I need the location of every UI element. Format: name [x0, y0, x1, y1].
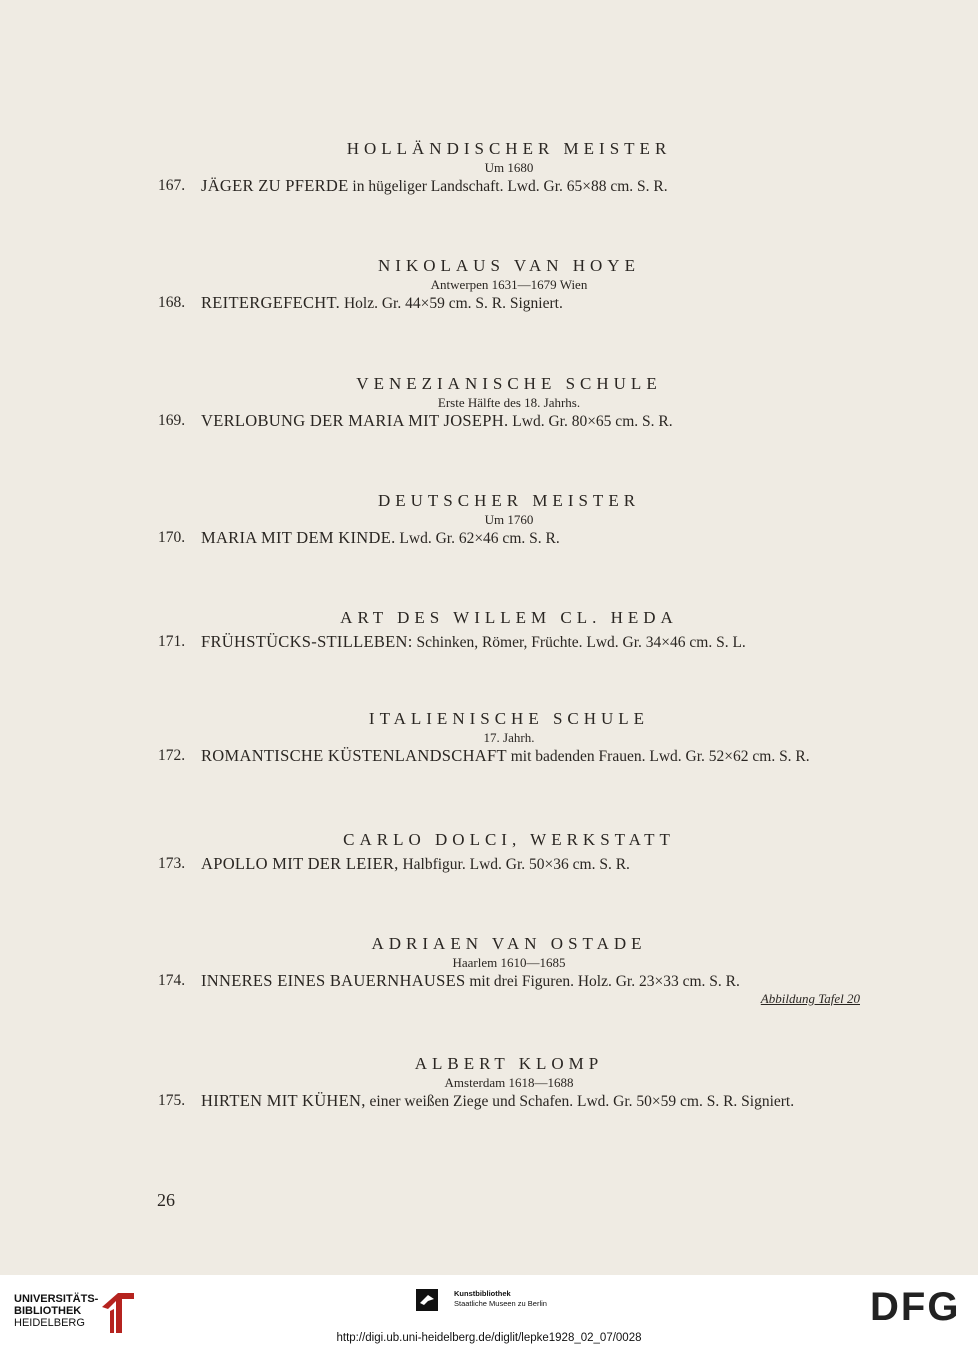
catalog-section [158, 491, 860, 548]
entry-number: 170. [158, 529, 186, 546]
catalog-section [158, 1054, 860, 1111]
catalog-section [158, 256, 860, 313]
catalog-entry [158, 971, 860, 1006]
catalog-entry [158, 293, 860, 313]
catalog-section [158, 830, 860, 874]
artist-heading: NIKOLAUS VAN HOYE [378, 256, 640, 275]
catalog-entry [158, 176, 860, 196]
entry-details: Holz. Gr. 44×59 cm. S. R. Signiert. [340, 295, 563, 312]
entry-details: Halbfigur. Lwd. Gr. 50×36 cm. S. R. [398, 856, 630, 873]
artist-heading: ITALIENISCHE SCHULE [368, 709, 650, 728]
kunstbibliothek-name [454, 1289, 547, 1309]
artist-heading: ART DES WILLEM CL. HEDA [340, 608, 678, 627]
artist-dates: Erste Hälfte des 18. Jahrhs. [437, 395, 581, 410]
entry-title: REITERGEFECHT. [201, 293, 341, 312]
entry-number: 175. [158, 1092, 186, 1109]
kb-line-1: Kunstbibliothek [454, 1289, 511, 1298]
ub-line-3: HEIDELBERG [14, 1317, 85, 1329]
catalog-entry [158, 854, 860, 874]
entry-title: ROMANTISCHE KÜSTENLANDSCHAFT [201, 746, 507, 765]
entry-title: JÄGER ZU PFERDE [201, 176, 349, 195]
catalog-entry [158, 528, 860, 548]
entry-number: 171. [158, 633, 186, 650]
entry-details: einer weißen Ziege und Schafen. Lwd. Gr. 50×59 cm. S. R. Signiert. [365, 1093, 795, 1110]
ub-line-1: UNIVERSITÄTS- [14, 1293, 99, 1305]
entry-title: MARIA MIT DEM KINDE. [201, 528, 396, 547]
university-library-name [14, 1293, 98, 1329]
plate-reference: Abbildung Tafel 20 [760, 991, 860, 1006]
entry-details: Lwd. Gr. 80×65 cm. S. R. [508, 413, 673, 430]
catalog-entry [158, 632, 860, 652]
entry-details: Schinken, Römer, Früchte. Lwd. Gr. 34×46 cm. S. L. [412, 634, 746, 651]
artist-dates: Um 1680 [484, 160, 534, 175]
artist-heading: DEUTSCHER MEISTER [377, 491, 641, 510]
artist-dates: Haarlem 1610—1685 [452, 955, 566, 970]
entry-number: 173. [158, 855, 186, 872]
catalog-section [158, 374, 860, 431]
entry-title: HIRTEN MIT KÜHEN, [201, 1091, 366, 1110]
catalog-section [158, 139, 860, 196]
entry-title: FRÜHSTÜCKS-STILLEBEN: [201, 632, 413, 651]
catalog-section [158, 608, 860, 652]
artist-heading: HOLLÄNDISCHER MEISTER [346, 139, 672, 158]
catalog-section [158, 709, 860, 766]
artist-heading: VENEZIANISCHE SCHULE [356, 374, 662, 393]
entry-title: VERLOBUNG DER MARIA MIT JOSEPH. [201, 411, 509, 430]
entry-details: mit drei Figuren. Holz. Gr. 23×33 cm. S. R. [465, 973, 740, 990]
page-number: 26 [157, 1190, 175, 1210]
artist-dates: Antwerpen 1631—1679 Wien [430, 277, 588, 292]
entry-title: INNERES EINES BAUERNHAUSES [201, 971, 466, 990]
artist-heading: ALBERT KLOMP [414, 1054, 604, 1073]
entry-number: 172. [158, 747, 186, 764]
catalog-entry [158, 1091, 860, 1111]
dfg-logo[interactable]: DFG [870, 1285, 961, 1329]
entry-number: 167. [158, 177, 186, 194]
entry-details: in hügeliger Landschaft. Lwd. Gr. 65×88 cm. S. R. [348, 178, 668, 195]
entry-number: 168. [158, 294, 186, 311]
entry-title: APOLLO MIT DER LEIER, [201, 854, 399, 873]
catalog-entry [158, 746, 860, 766]
entry-details: mit badenden Frauen. Lwd. Gr. 52×62 cm. S. R. [506, 748, 810, 765]
catalog-section [158, 934, 860, 1006]
catalog-entry [158, 411, 860, 431]
source-url[interactable]: http://digi.ub.uni-heidelberg.de/diglit/lepke1928_02_07/0028 [336, 1332, 642, 1344]
entry-details: Lwd. Gr. 62×46 cm. S. R. [395, 530, 560, 547]
museum-emblem-icon [416, 1289, 438, 1311]
artist-heading: CARLO DOLCI, WERKSTATT [343, 830, 675, 849]
entry-number: 174. [158, 972, 186, 989]
ub-line-2: BIBLIOTHEK [14, 1305, 82, 1317]
university-library-logo[interactable] [14, 1283, 144, 1333]
artist-heading: ADRIAEN VAN OSTADE [371, 934, 647, 953]
kb-line-2: Staatliche Museen zu Berlin [454, 1299, 547, 1308]
footer [0, 1275, 978, 1347]
artist-dates: 17. Jahrh. [483, 730, 535, 745]
artist-dates: Um 1760 [484, 512, 534, 527]
artist-dates: Amsterdam 1618—1688 [444, 1075, 574, 1090]
library-emblem-icon [98, 1287, 138, 1335]
entry-number: 169. [158, 412, 186, 429]
